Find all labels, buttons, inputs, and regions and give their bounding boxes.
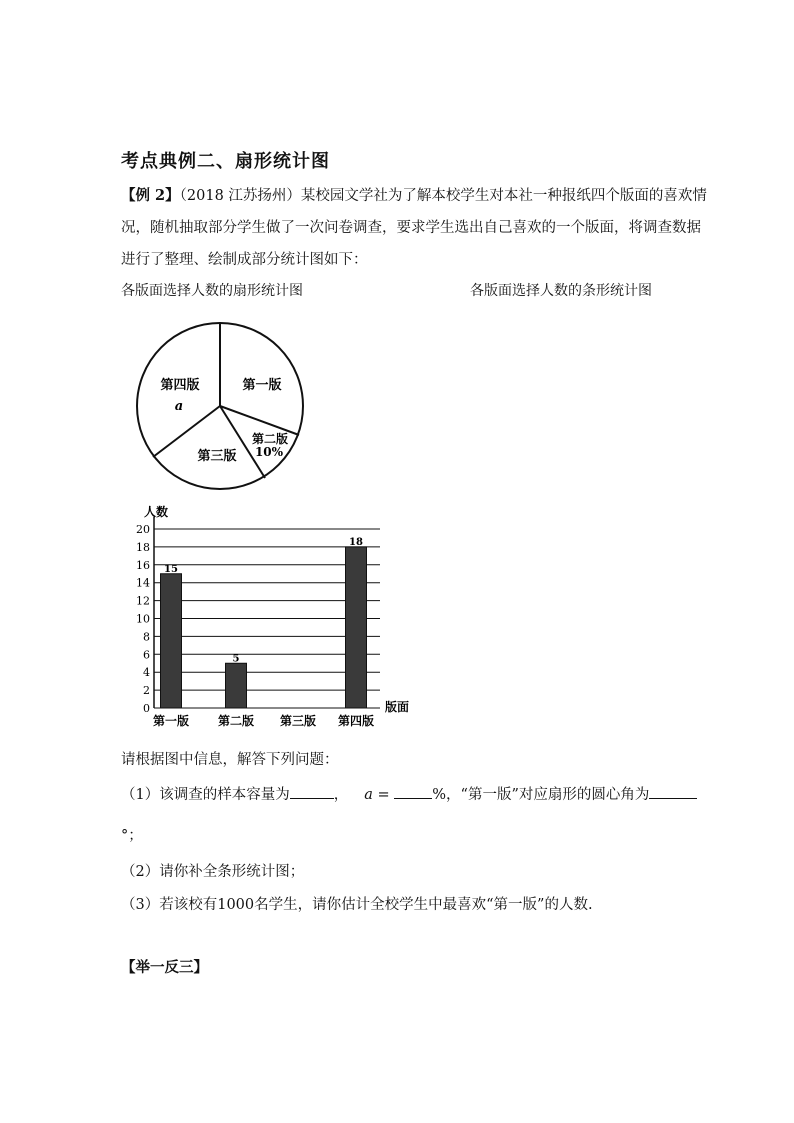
example-line-2: 况，随机抽取部分学生做了一次问卷调查，要求学生选出自己喜欢的一个版面，将调查数据 <box>121 220 701 236</box>
bar-marks <box>153 537 374 728</box>
pie-label-edition-2: 第二版 <box>251 432 289 446</box>
bar-data-label: 18 <box>349 536 363 548</box>
bar-y-tick-label: 8 <box>143 630 150 644</box>
example-line-3: 进行了整理、绘制成部分统计图如下： <box>121 252 368 268</box>
example-source: （2018 江苏扬州） <box>179 188 301 204</box>
pie-value-edition-2: 10% <box>254 445 284 459</box>
bar-y-tick-label: 20 <box>136 523 150 536</box>
bar-category-label: 第四版 <box>337 714 375 728</box>
question-1-text-b: ， <box>333 787 349 803</box>
bar <box>226 663 247 708</box>
bar-y-tick-label: 14 <box>136 576 150 590</box>
question-1 <box>121 784 697 805</box>
bar-y-tick-label: 18 <box>136 540 150 554</box>
bar-ylabel: 人数 <box>144 505 169 519</box>
answer-blank-sample-size[interactable] <box>290 784 334 799</box>
question-intro: 请根据图中信息，解答下列问题： <box>121 752 339 768</box>
pie-chart <box>135 320 325 495</box>
bar-data-label: 15 <box>164 563 178 575</box>
bar-xlabel: 版面 <box>385 700 410 714</box>
question-1-text-c: = <box>372 787 395 803</box>
bar-y-tick-label: 2 <box>143 684 150 698</box>
bar-category-label: 第二版 <box>217 714 255 728</box>
bar-y-tick-label: 10 <box>136 612 150 626</box>
answer-blank-angle[interactable] <box>649 784 697 799</box>
question-1-end: °； <box>121 828 143 844</box>
answer-blank-a[interactable] <box>394 784 432 799</box>
bar <box>346 547 367 708</box>
bar-y-tick-label: 12 <box>136 594 150 608</box>
example-line-1 <box>121 186 707 206</box>
question-3: （3）若该校有1000名学生，请你估计全校学生中最喜欢“第一版”的人数. <box>121 897 593 913</box>
question-1-text-a: （1）该调查的样本容量为 <box>121 787 290 803</box>
bar-y-tick-label: 0 <box>143 702 150 715</box>
section-title: 考点典例二、扇形统计图 <box>121 151 330 172</box>
question-1-variable: a <box>364 787 373 803</box>
bar-category-label: 第一版 <box>152 714 190 728</box>
practice-heading: 【举一反三】 <box>121 959 208 976</box>
pie-label-edition-1: 第一版 <box>242 378 282 393</box>
bar <box>161 574 182 708</box>
bar-y-tick-label: 4 <box>143 666 150 680</box>
pie-value-edition-4: a <box>174 399 184 414</box>
pie-label-edition-4: 第四版 <box>160 378 200 393</box>
bar-category-label: 第三版 <box>279 714 317 728</box>
bar-y-tick-label: 16 <box>136 558 150 572</box>
bar-y-tick-label: 6 <box>143 648 150 662</box>
pie-label-edition-3: 第三版 <box>197 449 237 464</box>
bar-caption: 各版面选择人数的条形统计图 <box>470 283 652 299</box>
example-tag: 【例 2】 <box>121 187 180 204</box>
question-2: （2）请你补全条形统计图； <box>121 864 305 880</box>
bar-chart <box>120 500 420 735</box>
example-text-1: 某校园文学社为了解本校学生对本社一种报纸四个版面的喜欢情 <box>300 188 707 204</box>
bar-data-label: 5 <box>232 653 240 665</box>
pie-caption: 各版面选择人数的扇形统计图 <box>121 283 303 299</box>
question-1-text-d: %，“第一版”对应扇形的圆心角为 <box>432 787 650 803</box>
